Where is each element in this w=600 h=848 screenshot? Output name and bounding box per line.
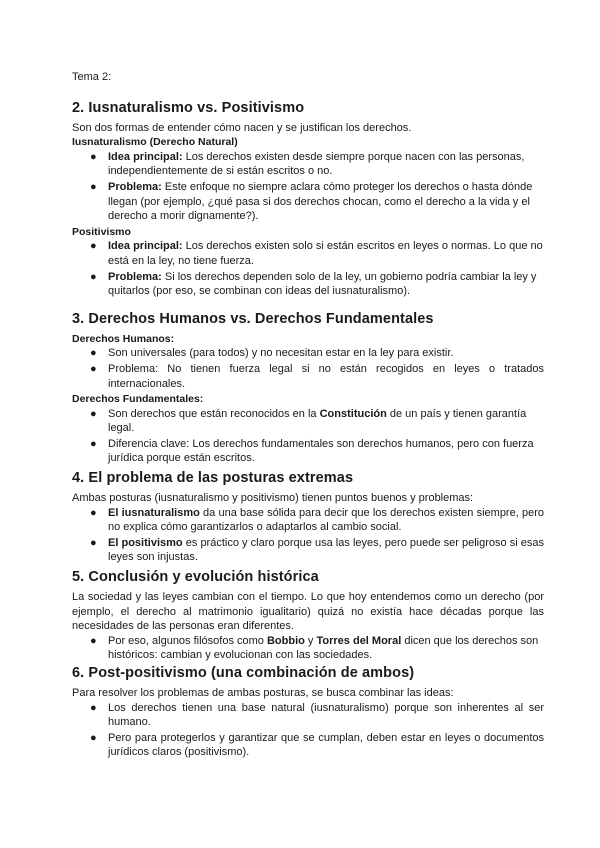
bullet-list xyxy=(72,701,544,760)
list-item: ● Son universales (para todos) y no necesitan estar en la ley para existir. xyxy=(90,347,454,360)
section-6-intro: Para resolver los problemas de ambas posturas, se busca combinar las ideas: xyxy=(72,687,454,699)
bullet-icon: ● xyxy=(90,270,97,283)
document-label: Tema 2: xyxy=(72,71,112,83)
subheading-positivismo: Positivismo xyxy=(72,225,131,238)
list-item: ● Diferencia clave: Los derechos fundamentales son derechos humanos, pero con fuerza jurídica porque están escritos. xyxy=(90,437,534,465)
list-item: ● Pero para protegerlos y garantizar que se cumplan, deben estar en leyes o documentos jurídicos claros (positivismo). xyxy=(90,731,544,759)
bullet-list xyxy=(72,506,544,565)
section-heading-3: 3. Derechos Humanos vs. Derechos Fundamentales xyxy=(72,310,434,327)
list-item: ● Problema: No tienen fuerza legal si no están recogidos en leyes o tratados internacionales. xyxy=(90,362,544,390)
bullet-icon: ● xyxy=(90,240,97,253)
bullet-icon: ● xyxy=(90,731,97,744)
list-item: ● Son derechos que están reconocidos en la Constitución de un país y tienen garantía legal. xyxy=(90,407,527,435)
document-page xyxy=(72,70,544,761)
bullet-icon: ● xyxy=(90,634,97,647)
list-item: ● Idea principal: Los derechos existen solo si están escritos en leyes o normas. Lo que no está en la ley, no tiene fuerza. xyxy=(90,240,543,267)
bullet-icon: ● xyxy=(90,437,97,450)
list-item: ● Problema: Si los derechos dependen solo de la ley, un gobierno podría cambiar la ley y quitarlos (por eso, se combinan con ideas del iusnaturalismo). xyxy=(90,270,537,298)
bullet-icon: ● xyxy=(90,536,97,549)
list-item: ● Idea principal: Los derechos existen desde siempre porque nacen con las personas, independientemente de si están escritos o no. xyxy=(90,150,525,178)
section-5-intro: La sociedad y las leyes cambian con el tiempo. Lo que hoy entendemos como un derecho (por ejemplo, el derecho al matrimonio igualitario) quizá no existía hace décadas porque las necesidades de las personas eran diferentes. xyxy=(72,591,544,633)
bullet-icon: ● xyxy=(90,347,97,360)
bullet-icon: ● xyxy=(90,407,97,420)
bullet-icon: ● xyxy=(90,506,97,519)
bullet-list xyxy=(72,634,544,663)
bullet-list xyxy=(72,346,544,391)
bullet-icon: ● xyxy=(90,701,97,714)
section-2-intro: Son dos formas de entender cómo nacen y se justifican los derechos. xyxy=(72,121,412,134)
bullet-list xyxy=(72,407,544,466)
section-4-intro: Ambas posturas (iusnaturalismo y positivismo) tienen puntos buenos y problemas: xyxy=(72,492,474,505)
section-heading-6: 6. Post-positivismo (una combinación de ambos) xyxy=(72,665,415,681)
bullet-icon: ● xyxy=(90,180,97,193)
list-item: ● El iusnaturalismo da una base sólida para decir que los derechos existen siempre, pero no explica cómo garantizarlos o adaptarlos al cambio social. xyxy=(90,506,544,534)
bullet-icon: ● xyxy=(90,362,97,375)
bullet-icon: ● xyxy=(90,150,97,163)
list-item: ● Problema: Este enfoque no siempre aclara cómo proteger los derechos o hasta dónde llegan (por ejemplo, ¿qué pasa si dos derechos chocan, como el derecho a la vida y el derecho a morir dignamente?). xyxy=(90,180,533,223)
bullet-list xyxy=(72,239,544,298)
subheading-derechos-humanos: Derechos Humanos: xyxy=(72,332,175,345)
subheading-iusnaturalismo: Iusnaturalismo (Derecho Natural) xyxy=(72,136,238,149)
section-heading-4: 4. El problema de las posturas extremas xyxy=(72,470,354,487)
subheading-derechos-fundamentales: Derechos Fundamentales: xyxy=(72,393,204,406)
section-heading-5: 5. Conclusión y evolución histórica xyxy=(72,569,319,586)
list-item: ● Por eso, algunos filósofos como Bobbio y Torres del Moral dicen que los derechos son históricos: cambian y evolucionan con las sociedades. xyxy=(90,634,539,662)
list-item: ● Los derechos tienen una base natural (iusnaturalismo) porque son inherentes al ser humano. xyxy=(90,701,544,729)
section-heading-2: 2. Iusnaturalismo vs. Positivismo xyxy=(72,99,305,116)
list-item: ● El positivismo es práctico y claro porque usa las leyes, pero puede ser peligroso si esas leyes son injustas. xyxy=(90,536,545,564)
bullet-list xyxy=(72,150,544,224)
